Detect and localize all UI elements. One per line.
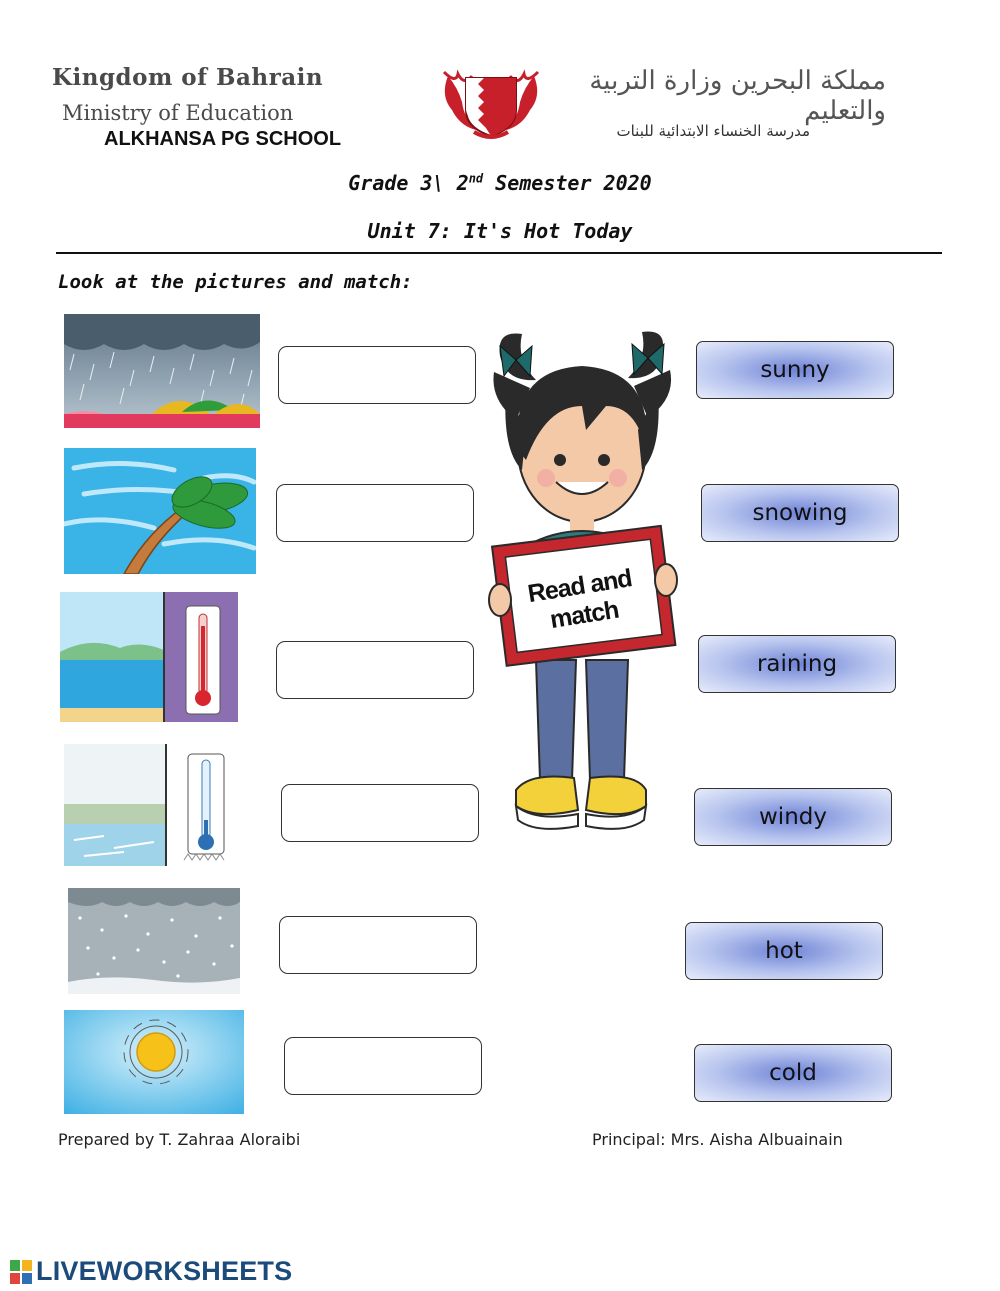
country-name: Kingdom of Bahrain bbox=[52, 64, 324, 91]
answer-box-6[interactable] bbox=[284, 1037, 482, 1095]
answer-box-3[interactable] bbox=[276, 641, 474, 699]
grade-ordinal-suffix: nd bbox=[468, 171, 484, 186]
girl-holding-sign-illustration bbox=[486, 310, 678, 840]
liveworksheets-logo-text: LIVEWORKSHEETS bbox=[36, 1256, 293, 1286]
sun-scene-icon bbox=[64, 1010, 244, 1114]
answer-box-2[interactable] bbox=[276, 484, 474, 542]
word-tile-windy[interactable]: windy bbox=[694, 788, 892, 846]
liveworksheets-logo-icon bbox=[10, 1260, 32, 1284]
prepared-by-text: Prepared by T. Zahraa Aloraibi bbox=[58, 1130, 301, 1149]
bahrain-emblem-icon bbox=[438, 66, 544, 142]
word-tile-hot[interactable]: hot bbox=[685, 922, 883, 980]
school-name: ALKHANSA PG SCHOOL bbox=[104, 128, 342, 150]
hot-thermometer-scene-icon bbox=[60, 592, 238, 722]
liveworksheets-logo[interactable] bbox=[10, 1256, 292, 1287]
word-tile-raining[interactable]: raining bbox=[698, 635, 896, 693]
unit-title: Unit 7: It's Hot Today bbox=[367, 219, 633, 243]
sign-text: Read and match bbox=[525, 564, 634, 635]
ministry-name: Ministry of Education bbox=[62, 101, 294, 125]
answer-box-5[interactable] bbox=[279, 916, 477, 974]
grade-suffix: Semester 2020 bbox=[483, 171, 652, 195]
grade-prefix: Grade 3\ 2 bbox=[348, 171, 469, 195]
cold-thermometer-scene-icon bbox=[64, 744, 240, 866]
header-divider bbox=[56, 252, 942, 254]
snow-scene-icon bbox=[68, 888, 240, 994]
answer-box-1[interactable] bbox=[278, 346, 476, 404]
rain-scene-icon bbox=[64, 314, 260, 428]
word-tile-snowing[interactable]: snowing bbox=[701, 484, 899, 542]
grade-semester-line bbox=[0, 171, 1000, 195]
ministry-name-arabic: مملكة البحرين وزارة التربية والتعليم bbox=[589, 66, 886, 126]
word-tile-cold[interactable]: cold bbox=[694, 1044, 892, 1102]
school-name-arabic: مدرسة الخنساء الابتدائية للبنات bbox=[616, 122, 810, 140]
wind-scene-icon bbox=[64, 448, 256, 574]
principal-text: Principal: Mrs. Aisha Albuainain bbox=[592, 1130, 843, 1149]
answer-box-4[interactable] bbox=[281, 784, 479, 842]
instruction-text: Look at the pictures and match: bbox=[58, 271, 413, 293]
word-tile-sunny[interactable]: sunny bbox=[696, 341, 894, 399]
